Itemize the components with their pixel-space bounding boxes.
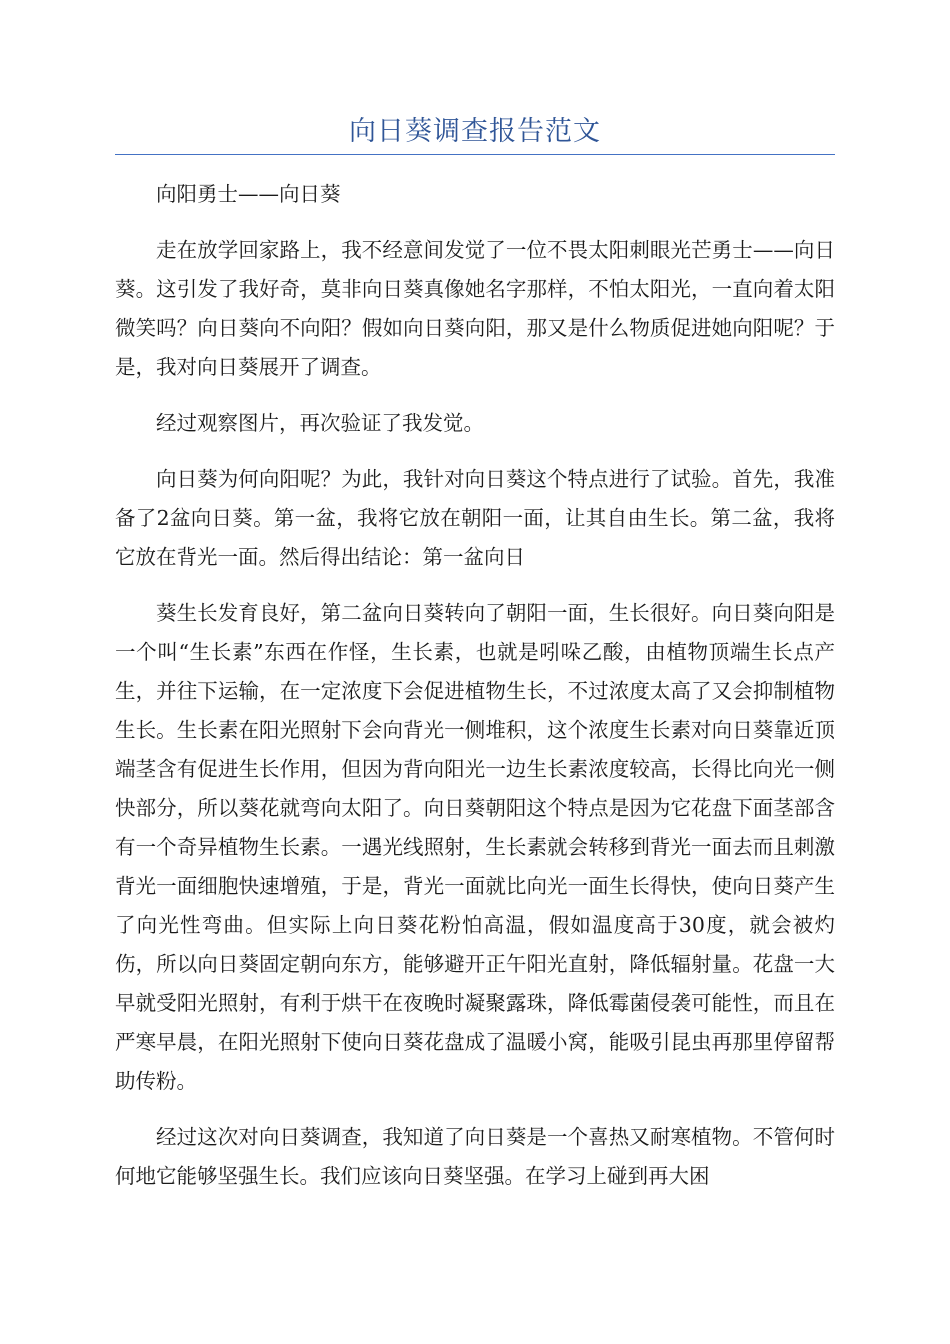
paragraph-observation: 经过观察图片，再次验证了我发觉。 [156, 411, 484, 435]
paragraph-intro: 走在放学回家路上，我不经意间发觉了一位不畏太阳刺眼光芒勇士——向日葵。这引发了我好奇，莫非向日葵真像她名字那样，不怕太阳光，一直向着太阳微笑吗？向日葵向不向阳？假如向日葵向阳，那又是什么物质促进她向阳呢？于是，我对向日葵展开了调查。 [115, 238, 835, 379]
document-body [115, 175, 835, 1213]
title-underline [115, 154, 835, 155]
document-title: 向日葵调查报告范文 [349, 116, 601, 147]
paragraph-experiment: 向日葵为何向阳呢？为此，我针对向日葵这个特点进行了试验。首先，我准备了2盆向日葵。第一盆，我将它放在朝阳一面，让其自由生长。第二盆，我将它放在背光一面。然后得出结论：第一盆向日 [115, 467, 835, 569]
paragraph-explanation: 葵生长发育良好，第二盆向日葵转向了朝阳一面，生长很好。向日葵向阳是一个叫“生长素”东西在作怪，生长素，也就是吲哚乙酸，由植物顶端生长点产生，并往下运输，在一定浓度下会促进植物生长，不过浓度太高了又会抑制植物生长。生长素在阳光照射下会向背光一侧堆积，这个浓度生长素对向日葵靠近顶端茎含有促进生长作用，但因为背向阳光一边生长素浓度较高，长得比向光一侧快部分，所以葵花就弯向太阳了。向日葵朝阳这个特点是因为它花盘下面茎部含有一个奇异植物生长素。一遇光线照射，生长素就会转移到背光一面去而且刺激背光一面细胞快速增殖，于是，背光一面就比向光一面生长得快，使向日葵产生了向光性弯曲。但实际上向日葵花粉怕高温，假如温度高于30度，就会被灼伤，所以向日葵固定朝向东方，能够避开正午阳光直射，降低辐射量。花盘一大早就受阳光照射，有利于烘干在夜晚时凝聚露珠，降低霉菌侵袭可能性，而且在严寒早晨，在阳光照射下使向日葵花盘成了温暖小窝，能吸引昆虫再那里停留帮助传粉。 [115, 601, 835, 1093]
paragraph-conclusion: 经过这次对向日葵调查，我知道了向日葵是一个喜热又耐寒植物。不管何时何地它能够坚强生长。我们应该向日葵坚强。在学习上碰到再大困 [115, 1125, 835, 1188]
paragraph-subtitle: 向阳勇士——向日葵 [156, 182, 341, 206]
